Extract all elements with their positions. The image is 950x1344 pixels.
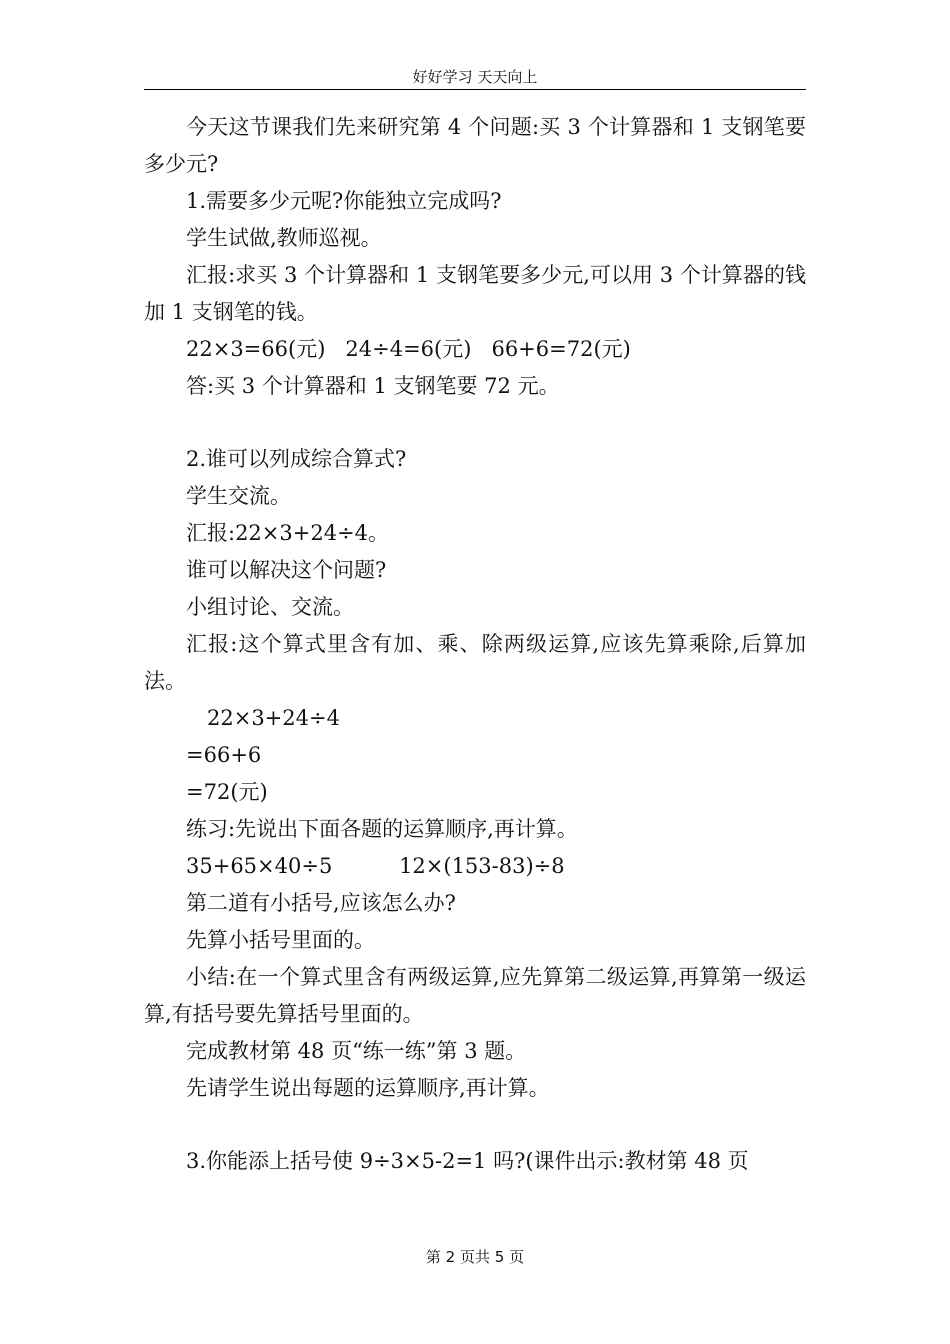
paragraph-second-question: 第二道有小括号,应该怎么办? — [186, 891, 456, 915]
spacer — [144, 405, 806, 441]
calc-line-2: =66+6 — [186, 743, 262, 767]
paragraph-report-2: 汇报:22×3+24÷4。 — [186, 521, 390, 545]
paragraph-report-1: 汇报:求买 3 个计算器和 1 支钢笔要多少元,可以用 3 个计算器的钱加 1 支钢笔的钱。 — [144, 263, 806, 324]
calc-line-1: 22×3+24÷4 — [207, 706, 340, 730]
question-1: 1.需要多少元呢?你能独立完成吗? — [186, 189, 502, 213]
paragraph-textbook-task: 完成教材第 48 页“练一练”第 3 题。 — [186, 1039, 527, 1063]
equation-steps: 22×3=66(元) 24÷4=6(元) 66+6=72(元) — [186, 337, 631, 361]
paragraph-parentheses-first: 先算小括号里面的。 — [186, 928, 375, 952]
page-header: 好好学习 天天向上 — [412, 68, 538, 86]
practice-expressions: 35+65×40÷5 12×(153-83)÷8 — [186, 854, 565, 878]
answer-line: 答:买 3 个计算器和 1 支钢笔要 72 元。 — [186, 374, 560, 398]
paragraph-who-can-solve: 谁可以解决这个问题? — [186, 558, 387, 582]
header-divider — [144, 89, 806, 90]
page-footer: 第 2 页共 5 页 — [425, 1248, 525, 1266]
question-2: 2.谁可以列成综合算式? — [186, 447, 407, 471]
paragraph-student-try: 学生试做,教师巡视。 — [186, 226, 382, 250]
paragraph-practice: 练习:先说出下面各题的运算顺序,再计算。 — [186, 817, 578, 841]
paragraph-group-discussion: 小组讨论、交流。 — [186, 595, 354, 619]
paragraph-intro: 今天这节课我们先来研究第 4 个问题:买 3 个计算器和 1 支钢笔要多少元? — [144, 115, 806, 176]
calc-line-3: =72(元) — [186, 780, 268, 804]
paragraph-report-3: 汇报:这个算式里含有加、乘、除两级运算,应该先算乘除,后算加法。 — [144, 632, 806, 693]
paragraph-student-exchange: 学生交流。 — [186, 484, 291, 508]
spacer — [144, 1107, 806, 1143]
question-3: 3.你能添上括号使 9÷3×5-2=1 吗?(课件出示:教材第 48 页 — [186, 1149, 749, 1173]
document-body — [144, 109, 806, 1180]
paragraph-order-first: 先请学生说出每题的运算顺序,再计算。 — [186, 1076, 550, 1100]
paragraph-summary: 小结:在一个算式里含有两级运算,应先算第二级运算,再算第一级运算,有括号要先算括号里面的。 — [144, 965, 806, 1026]
